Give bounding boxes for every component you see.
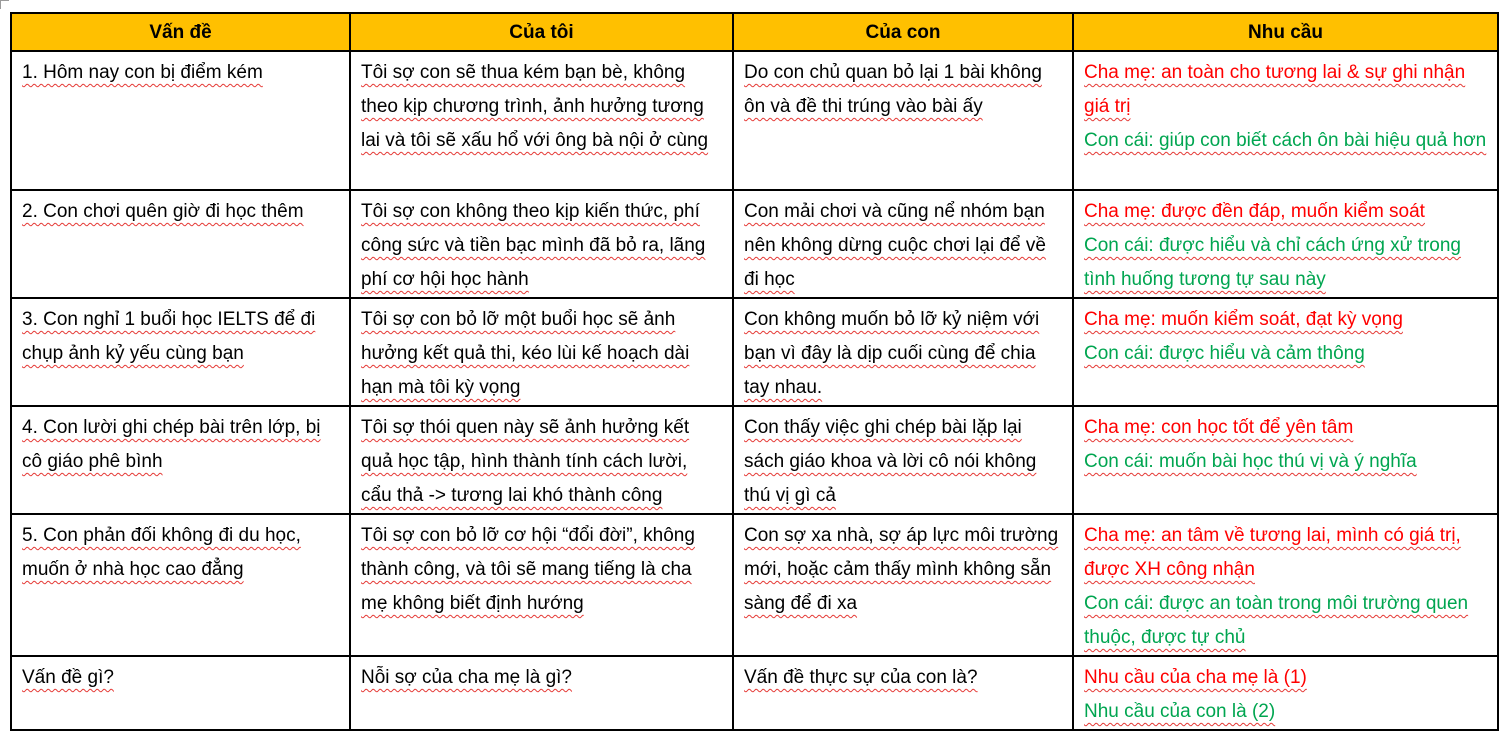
- child-text: Con mải chơi và cũng nể nhóm bạn nên không dừng cuộc chơi lại để về đi học: [744, 201, 1046, 290]
- child-need-text: Con cái: được hiểu và cảm thông: [1084, 343, 1365, 364]
- child-need-text: Con cái: được hiểu và chỉ cách ứng xử trong tình huống tương tự sau này: [1084, 235, 1461, 290]
- child-cell[interactable]: [733, 190, 1073, 298]
- parent-need-text: Cha mẹ: an tâm về tương lai, mình có giá trị, được XH công nhận: [1084, 525, 1461, 580]
- issue-cell[interactable]: [11, 656, 350, 730]
- child-need-text: Con cái: được an toàn trong môi trường quen thuộc, được tự chủ: [1084, 593, 1469, 648]
- issue-cell[interactable]: [11, 190, 350, 298]
- mine-cell[interactable]: [350, 190, 733, 298]
- child-cell[interactable]: [733, 406, 1073, 514]
- issue-cell[interactable]: [11, 514, 350, 656]
- table-row: [11, 406, 1498, 514]
- parent-need-text: Cha mẹ: con học tốt để yên tâm: [1084, 417, 1354, 438]
- need-cell[interactable]: [1073, 406, 1498, 514]
- child-cell[interactable]: [733, 656, 1073, 730]
- header-row: [11, 13, 1498, 51]
- header-issue: Vấn đề: [11, 13, 350, 51]
- needs-table: [10, 12, 1499, 731]
- child-cell[interactable]: [733, 514, 1073, 656]
- need-cell[interactable]: [1073, 656, 1498, 730]
- mine-text: Tôi sợ con sẽ thua kém bạn bè, không theo kịp chương trình, ảnh hưởng tương lai và tôi sẽ xấu hổ với ông bà nội ở cùng: [361, 62, 709, 151]
- table-row: [11, 298, 1498, 406]
- header-need: Nhu cầu: [1073, 13, 1498, 51]
- header-child: Của con: [733, 13, 1073, 51]
- mine-cell[interactable]: [350, 514, 733, 656]
- issue-text: 3. Con nghỉ 1 buổi học IELTS để đi chụp ảnh kỷ yếu cùng bạn: [22, 309, 316, 364]
- mine-cell[interactable]: [350, 51, 733, 190]
- page-corner-mark: [0, 0, 9, 9]
- mine-cell[interactable]: [350, 656, 733, 730]
- mine-cell[interactable]: [350, 406, 733, 514]
- need-cell[interactable]: [1073, 514, 1498, 656]
- need-cell[interactable]: [1073, 298, 1498, 406]
- table-row: [11, 656, 1498, 730]
- issue-cell[interactable]: [11, 298, 350, 406]
- child-cell[interactable]: [733, 51, 1073, 190]
- table-row: [11, 190, 1498, 298]
- mine-cell[interactable]: [350, 298, 733, 406]
- parent-need-text: Cha mẹ: muốn kiểm soát, đạt kỳ vọng: [1084, 309, 1403, 330]
- child-need-text: Con cái: muốn bài học thú vị và ý nghĩa: [1084, 451, 1417, 472]
- issue-cell[interactable]: [11, 51, 350, 190]
- need-cell[interactable]: [1073, 51, 1498, 190]
- parent-need-text: Cha mẹ: an toàn cho tương lai & sự ghi nhận giá trị: [1084, 62, 1466, 117]
- header-mine: Của tôi: [350, 13, 733, 51]
- child-text: Do con chủ quan bỏ lại 1 bài không ôn và đề thi trúng vào bài ấy: [744, 62, 1042, 117]
- issue-text: 4. Con lười ghi chép bài trên lớp, bị cô giáo phê bình: [22, 417, 321, 472]
- issue-text: 5. Con phản đối không đi du học, muốn ở nhà học cao đẳng: [22, 525, 301, 580]
- table-row: [11, 51, 1498, 190]
- mine-text: Tôi sợ con bỏ lỡ một buổi học sẽ ảnh hưởng kết quả thi, kéo lùi kế hoạch dài hạn mà tôi kỳ vọng: [361, 309, 690, 398]
- issue-text: Vấn đề gì?: [22, 667, 114, 688]
- parent-need-text: Cha mẹ: được đền đáp, muốn kiểm soát: [1084, 201, 1425, 222]
- issue-text: 2. Con chơi quên giờ đi học thêm: [22, 201, 304, 222]
- child-need-text: Nhu cầu của con là (2): [1084, 701, 1276, 722]
- child-text: Con không muốn bỏ lỡ kỷ niệm với bạn vì đây là dịp cuối cùng để chia tay nhau.: [744, 309, 1040, 398]
- mine-text: Tôi sợ con không theo kịp kiến thức, phí công sức và tiền bạc mình đã bỏ ra, lãng phí cơ hội học hành: [361, 201, 706, 290]
- table-row: [11, 514, 1498, 656]
- mine-text: Nỗi sợ của cha mẹ là gì?: [361, 667, 573, 688]
- child-need-text: Con cái: giúp con biết cách ôn bài hiệu quả hơn: [1084, 130, 1487, 151]
- child-cell[interactable]: [733, 298, 1073, 406]
- mine-text: Tôi sợ thói quen này sẽ ảnh hưởng kết quả học tập, hình thành tính cách lười, cẩu thả -> tương lai khó thành công: [361, 417, 690, 506]
- parent-need-text: Nhu cầu của cha mẹ là (1): [1084, 667, 1307, 688]
- mine-text: Tôi sợ con bỏ lỡ cơ hội “đổi đời”, không thành công, và tôi sẽ mang tiếng là cha mẹ không biết định hướng: [361, 525, 695, 614]
- child-text: Vấn đề thực sự của con là?: [744, 667, 978, 688]
- need-cell[interactable]: [1073, 190, 1498, 298]
- issue-text: 1. Hôm nay con bị điểm kém: [22, 62, 263, 83]
- issue-cell[interactable]: [11, 406, 350, 514]
- child-text: Con sợ xa nhà, sợ áp lực môi trường mới, hoặc cảm thấy mình không sẵn sàng để đi xa: [744, 525, 1059, 614]
- child-text: Con thấy việc ghi chép bài lặp lại sách giáo khoa và lời cô nói không thú vị gì cả: [744, 417, 1037, 506]
